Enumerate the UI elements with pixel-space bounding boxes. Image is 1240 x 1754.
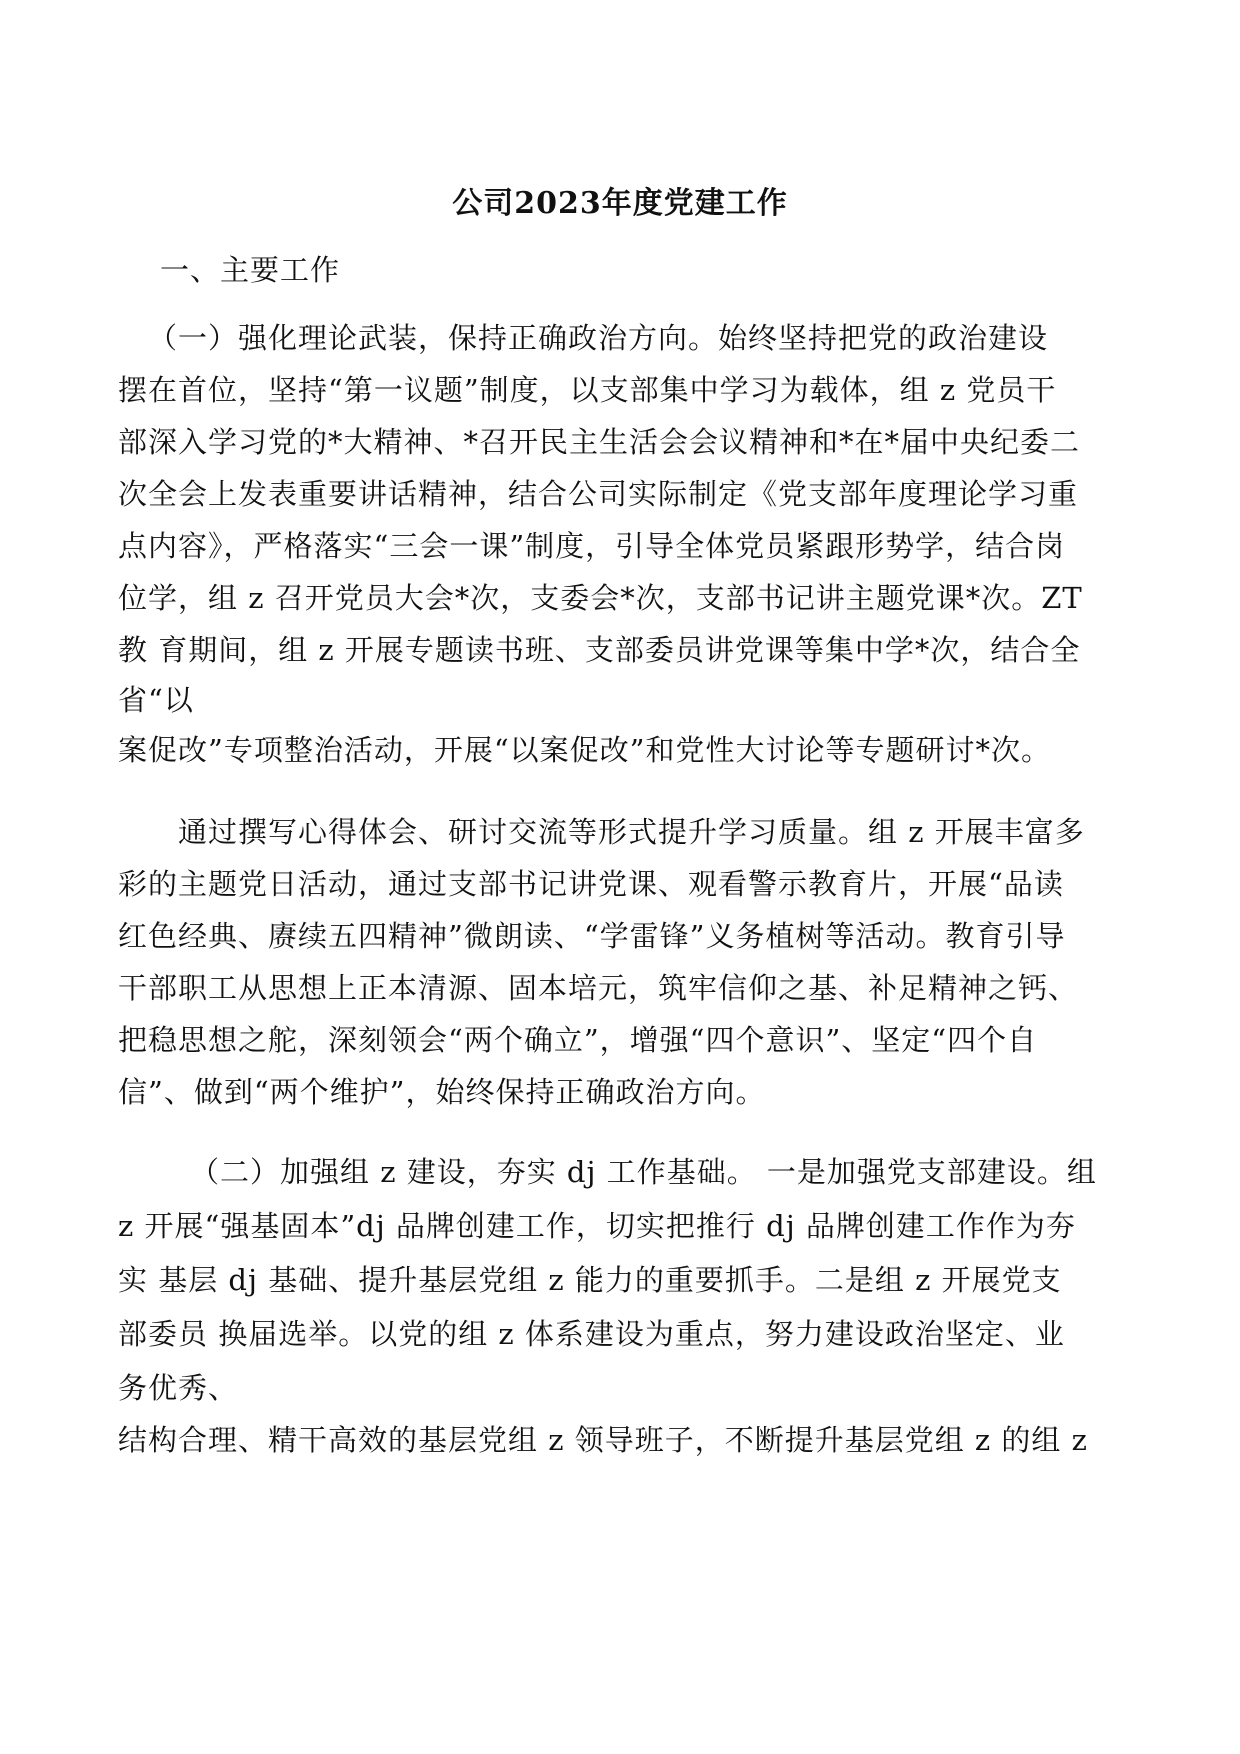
- paragraph-line: 点内容》，严格落实“三会一课”制度，引导全体党员紧跟形势学，结合岗: [118, 529, 1066, 563]
- paragraph-line: 红色经典、赓续五四精神”微朗读、“学雷锋”义务植树等活动。教育引导: [118, 919, 1066, 953]
- paragraph-line: 案促改”专项整治活动，开展“以案促改”和党性大讨论等专题研讨*次。: [118, 733, 1051, 767]
- paragraph-line: （一）强化理论武装，保持正确政治方向。始终坚持把党的政治建设: [148, 321, 1049, 355]
- paragraph-line: 通过撰写心得体会、研讨交流等形式提升学习质量。组 z 开展丰富多: [178, 815, 1085, 849]
- paragraph-line: 务优秀、: [118, 1371, 239, 1405]
- paragraph-line: 部深入学习党的*大精神、*召开民主生活会会议精神和*在*届中央纪委二: [118, 425, 1081, 459]
- paragraph-line: 位学，组 z 召开党员大会*次，支委会*次，支部书记讲主题党课*次。ZT: [118, 581, 1083, 615]
- paragraph-line: （二）加强组 z 建设，夯实 dj 工作基础。 一是加强党支部建设。组: [190, 1155, 1097, 1189]
- paragraph-line: 省“以: [118, 683, 194, 717]
- paragraph-line: 干部职工从思想上正本清源、固本培元，筑牢信仰之基、补足精神之钙、: [118, 971, 1079, 1005]
- section-heading: 一、主要工作: [160, 253, 341, 287]
- paragraph-line: 摆在首位，坚持“第一议题”制度，以支部集中学习为载体，组 z 党员干: [118, 373, 1057, 407]
- paragraph-line: z 开展“强基固本”dj 品牌创建工作，切实把推行 dj 品牌创建工作作为夯: [118, 1209, 1076, 1243]
- paragraph-line: 实 基层 dj 基础、提升基层党组 z 能力的重要抓手。二是组 z 开展党支: [118, 1263, 1062, 1297]
- paragraph-line: 次全会上发表重要讲话精神，结合公司实际制定《党支部年度理论学习重: [118, 477, 1079, 511]
- paragraph-line: 信”、做到“两个维护”，始终保持正确政治方向。: [118, 1075, 766, 1109]
- paragraph-line: 部委员 换届选举。以党的组 z 体系建设为重点，努力建设政治坚定、业: [118, 1317, 1065, 1351]
- paragraph-line: 把稳思想之舵，深刻领会“两个确立”，增强“四个意识”、坚定“四个自: [118, 1023, 1038, 1057]
- paragraph-line: 教 育期间，组 z 开展专题读书班、支部委员讲党课等集中学*次，结合全: [118, 633, 1081, 667]
- paragraph-line: 彩的主题党日活动，通过支部书记讲党课、观看警示教育片，开展“品读: [118, 867, 1064, 901]
- paragraph-line: 结构合理、精干高效的基层党组 z 领导班子，不断提升基层党组 z 的组 z: [118, 1423, 1088, 1457]
- document-title: 公司2023年度党建工作: [452, 186, 788, 221]
